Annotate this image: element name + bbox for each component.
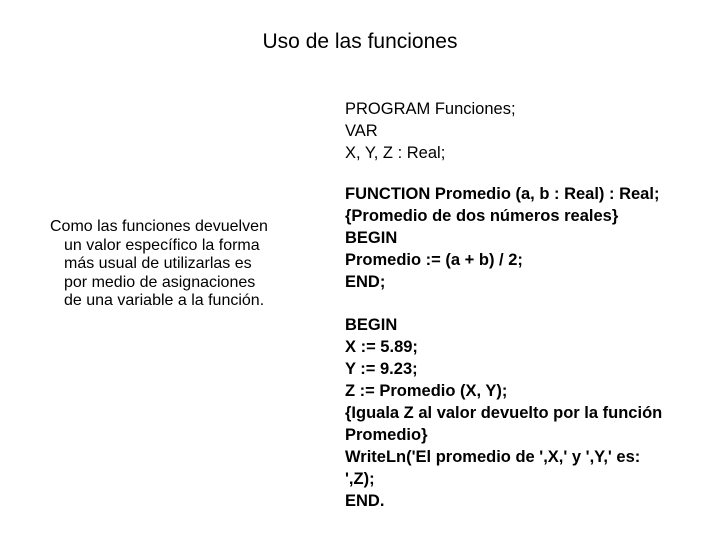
code-block-main: [345, 314, 710, 512]
description-line: un valor específico la forma: [64, 236, 260, 254]
code-line: Promedio}: [345, 426, 428, 444]
description-line: más usual de utilizarlas es: [64, 255, 252, 272]
code-line: Promedio := (a + b) / 2;: [345, 251, 523, 269]
description-line: de una variable a la función.: [64, 292, 265, 309]
code-line: X, Y, Z : Real;: [345, 144, 446, 162]
code-line: Y := 9.23;: [345, 360, 418, 378]
code-line: END.: [345, 492, 385, 510]
code-line: BEGIN: [345, 316, 398, 334]
page-title: Uso de las funciones: [262, 30, 458, 53]
code-line: ',Z);: [345, 470, 375, 488]
code-line: END;: [345, 273, 386, 291]
code-line: {Iguala Z al valor devuelto por la función: [345, 404, 663, 422]
code-block-function: [345, 183, 710, 293]
code-line: Z := Promedio (X, Y);: [345, 382, 508, 400]
code-line: FUNCTION Promedio (a, b : Real) : Real;: [345, 185, 660, 203]
code-line: VAR: [345, 122, 378, 140]
description-text: [50, 218, 310, 311]
code-line: BEGIN: [345, 229, 398, 247]
description-line: por medio de asignaciones: [64, 273, 256, 291]
code-line: {Promedio de dos números reales}: [345, 207, 619, 225]
code-line: X := 5.89;: [345, 338, 418, 356]
code-line: PROGRAM Funciones;: [345, 100, 516, 118]
code-block-declarations: [345, 98, 710, 164]
code-line: WriteLn('El promedio de ',X,' y ',Y,' es:: [345, 448, 641, 466]
description-line: Como las funciones devuelven: [50, 218, 268, 235]
